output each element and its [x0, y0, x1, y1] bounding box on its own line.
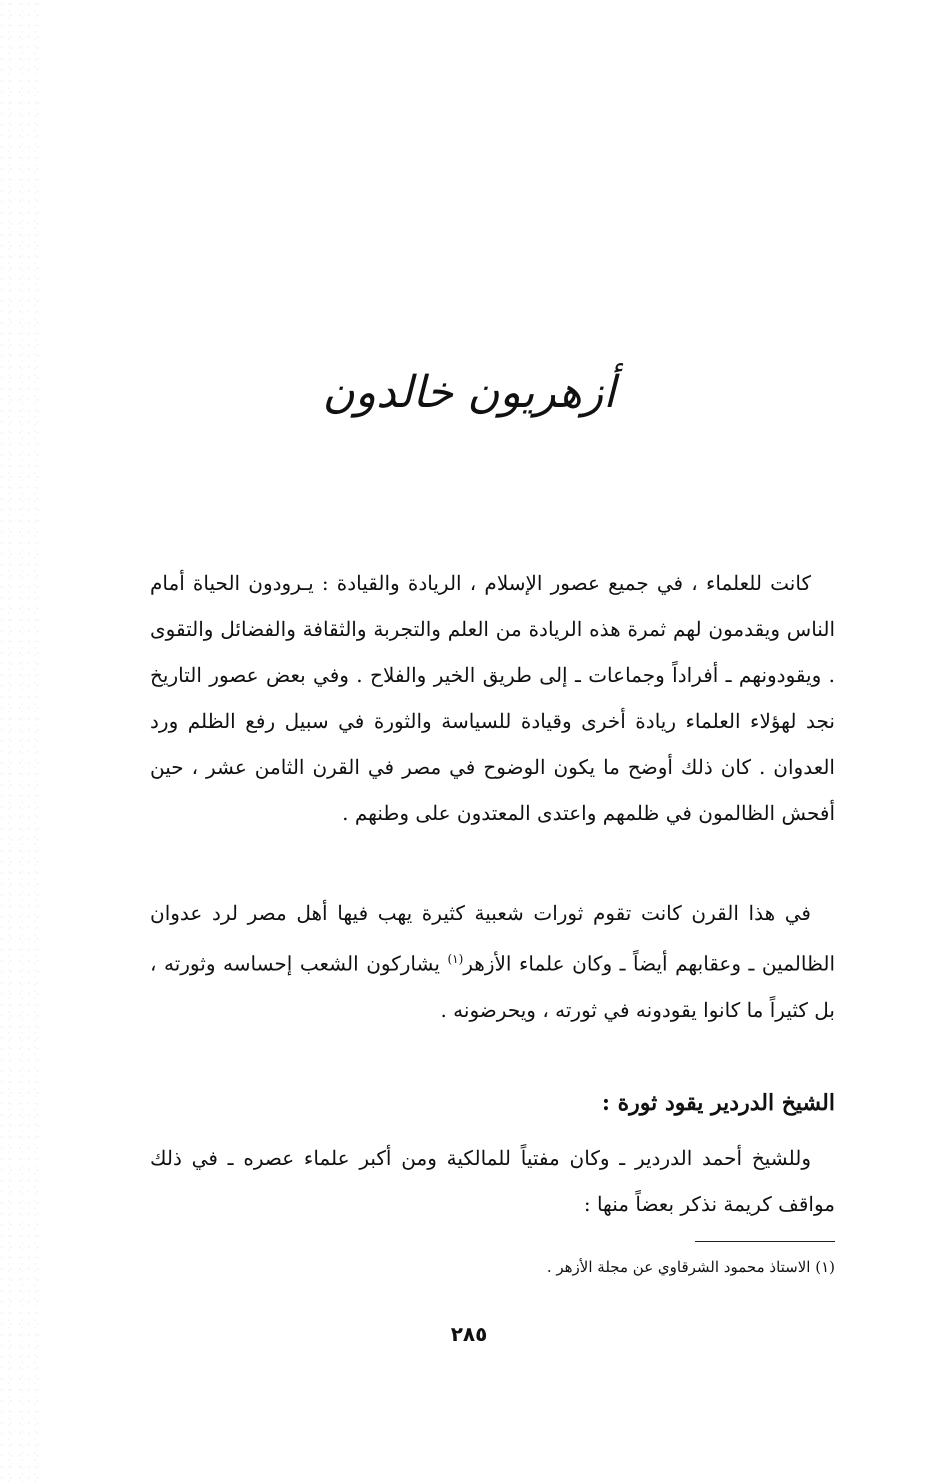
scan-edge-noise	[0, 0, 40, 1482]
paragraph-2-end: يشاركون الشعب إحساسه وثورته ، بل كثيراً ما كانوا يقودونه في ثورته ، ويحرضونه .	[150, 951, 835, 1022]
paragraph-1-block	[150, 560, 835, 836]
paragraph-3: وللشيخ أحمد الدردير ـ وكان مفتياً للمالكية ومن أكبر علماء عصره ـ في ذلك مواقف كريمة نذكر بعضاً منها :	[150, 1146, 835, 1216]
chapter-title: أزهريون خالدون	[322, 367, 616, 419]
paragraph-2	[150, 890, 835, 1033]
footnote-divider	[695, 1241, 835, 1242]
paragraph-2-block	[150, 890, 835, 1033]
page-number: ٢٨٥	[450, 1322, 488, 1346]
paragraph-3-block	[150, 1135, 835, 1227]
paragraph-1: كانت للعلماء ، في جميع عصور الإسلام ، الريادة والقيادة : يـرودون الحياة أمام الناس ويقدمون لهم ثمرة هذه الريادة من العلم والتجربة والثقافة والفضائل والتقوى . ويقودونهم ـ أفراداً وجماعات ـ إلى طريق الخير والفلاح . وفي بعض عصور التاريخ نجد لهؤلاء العلماء ريادة أخرى وقيادة للسياسة والثورة في سبيل رفع الظلم ورد العدوان . كان ذلك أوضح ما يكون الوضوح في مصر في القرن الثامن عشر ، حين أفحش الظالمون في ظلمهم واعتدى المعتدون على وطنهم .	[150, 571, 835, 825]
paragraph-2-start: في هذا القرن كانت تقوم ثورات شعبية كثيرة يهب فيها أهل مصر لرد عدوان الظالمين ـ وعقابهم أيضاً ـ وكان علماء الأزهر	[150, 901, 836, 976]
footnote-reference: (١)	[447, 952, 464, 966]
section-heading: الشيخ الدردير يقود ثورة :	[601, 1090, 835, 1117]
footnote-text: (١) الاستاذ محمود الشرقاوي عن مجلة الأزهر .	[546, 1258, 835, 1276]
